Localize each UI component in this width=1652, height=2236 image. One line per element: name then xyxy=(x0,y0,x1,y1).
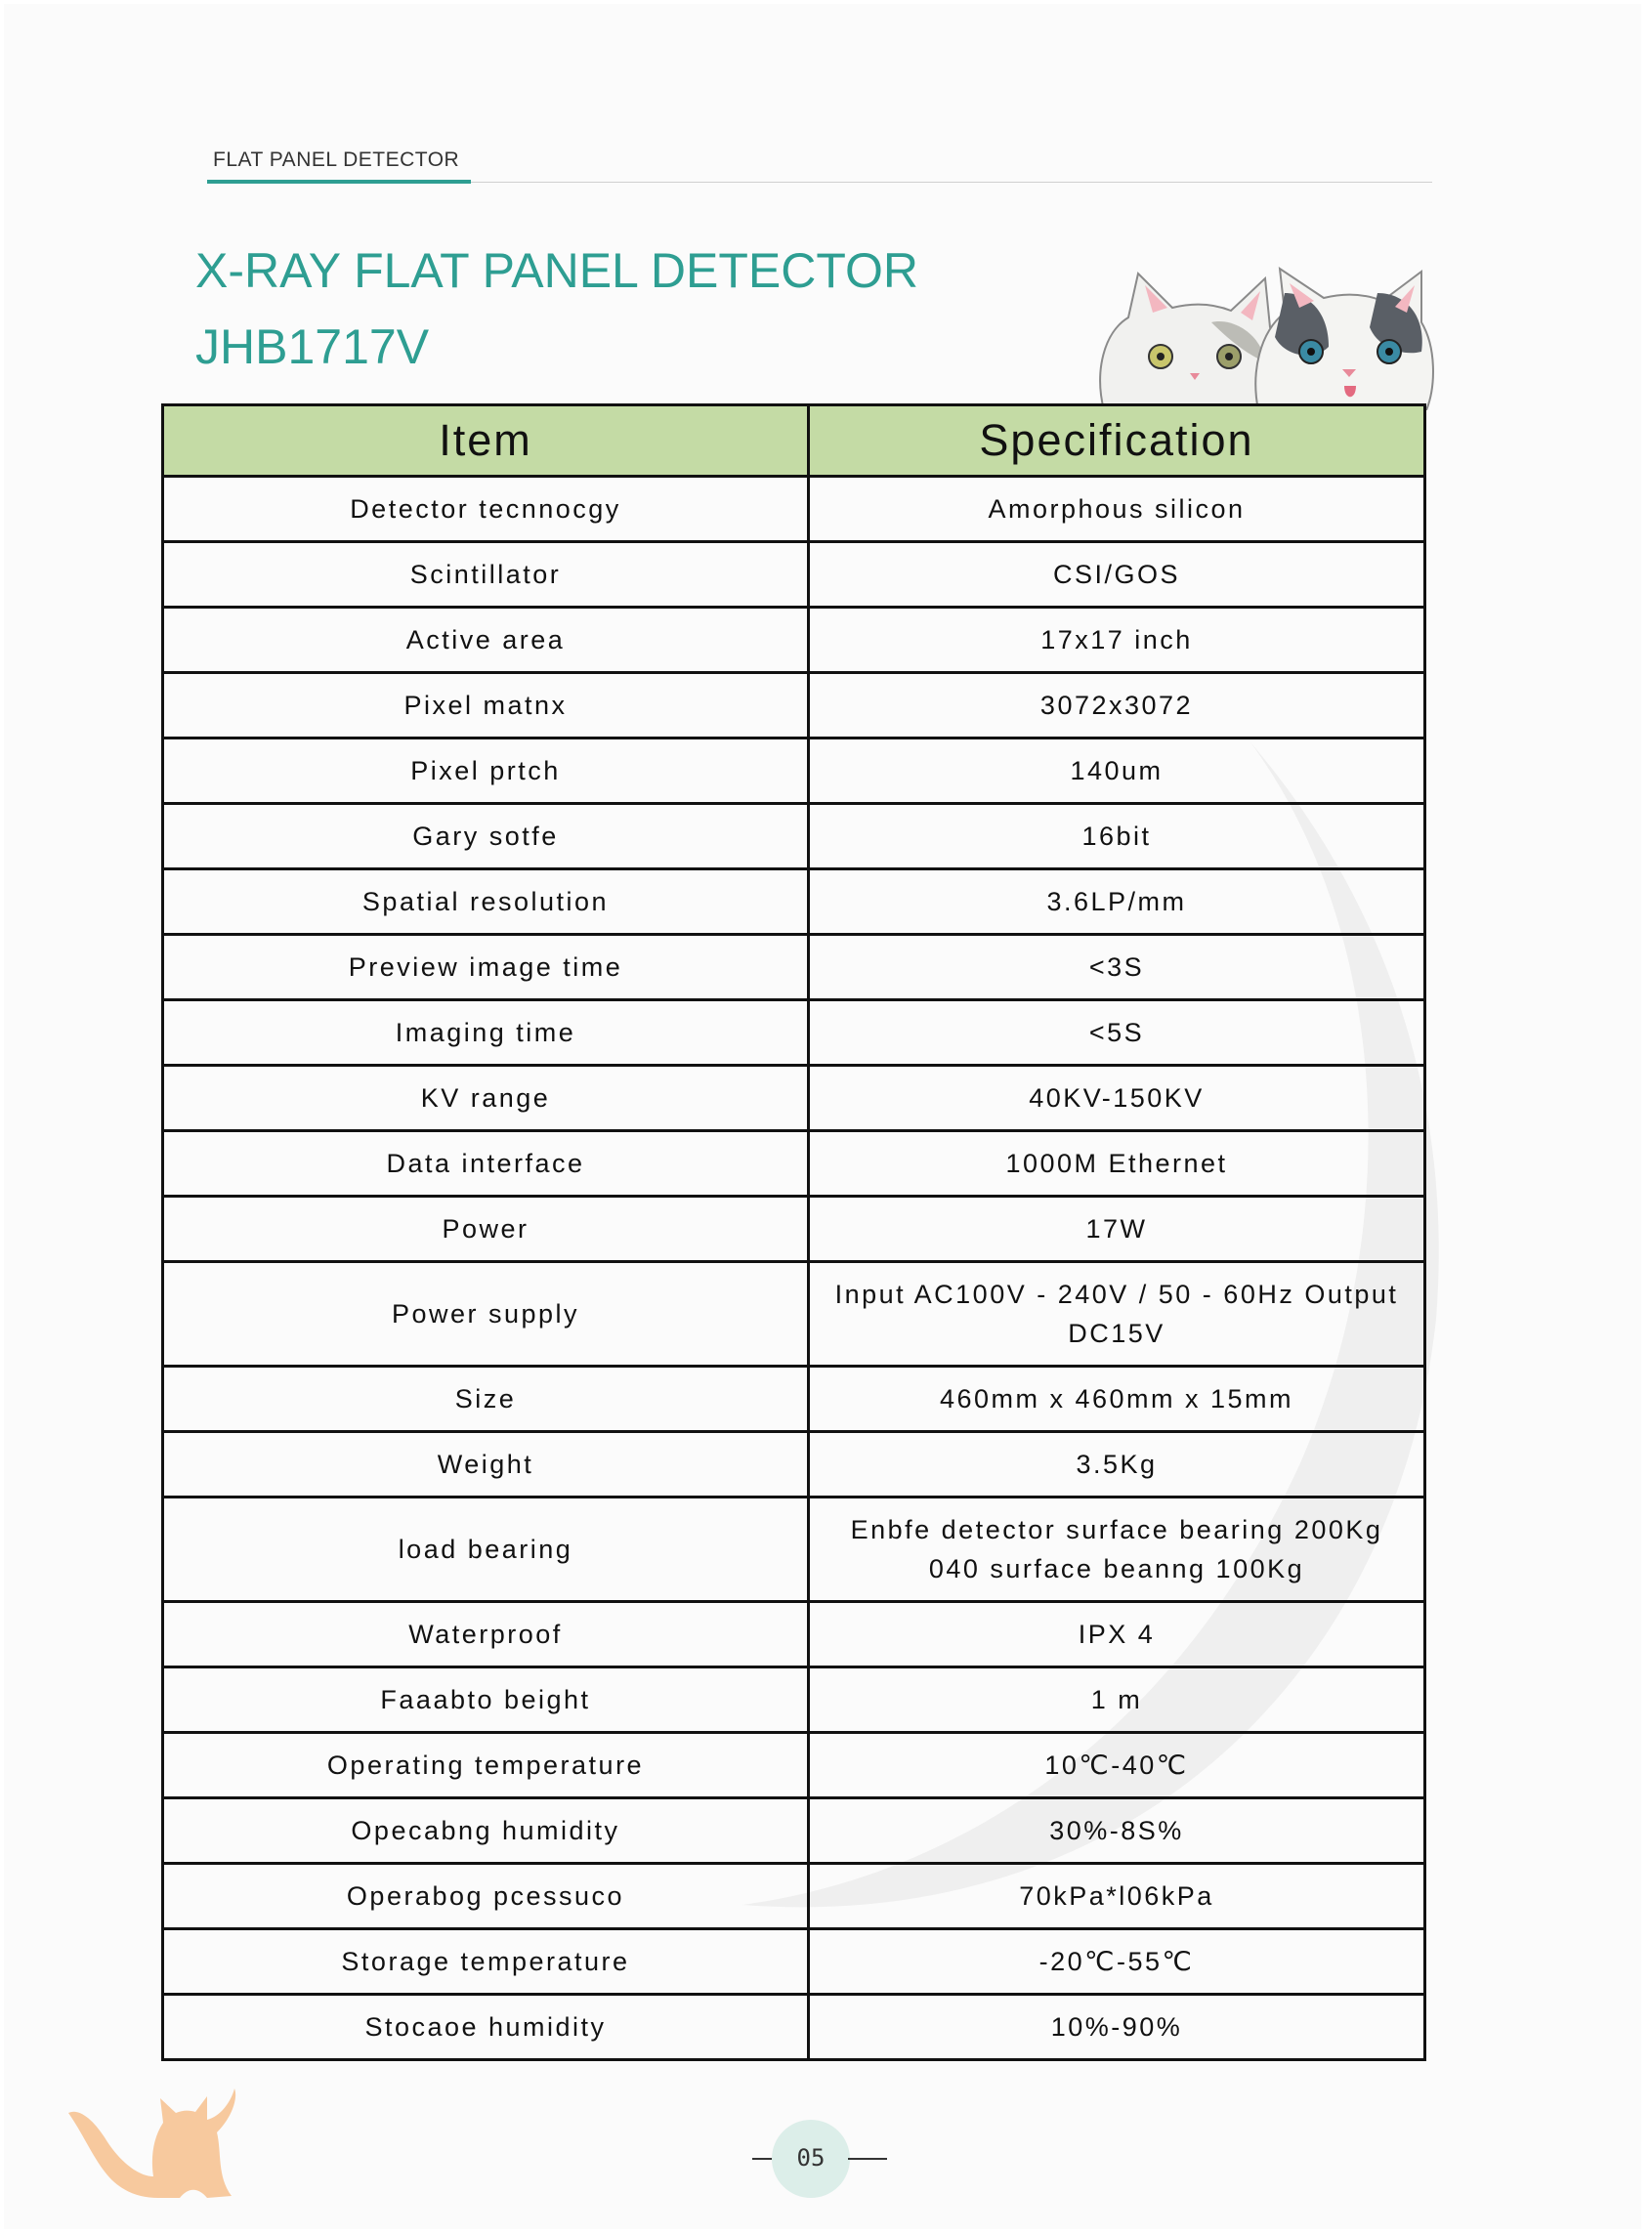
cell-item: Weight xyxy=(163,1432,809,1498)
sitting-cat-silhouette xyxy=(61,2079,241,2206)
cell-item: Power supply xyxy=(163,1262,809,1367)
cell-spec: 17W xyxy=(809,1197,1425,1262)
cell-item: Scintillator xyxy=(163,542,809,608)
cell-item: Size xyxy=(163,1367,809,1432)
section-underline-accent xyxy=(207,180,471,184)
table-row xyxy=(163,1131,1425,1197)
cell-item: Pixel prtch xyxy=(163,738,809,804)
table-row xyxy=(163,608,1425,673)
table-row xyxy=(163,1367,1425,1432)
cell-spec: 70kPa*l06kPa xyxy=(809,1864,1425,1929)
table-header-row xyxy=(163,405,1425,477)
cell-spec: 1000M Ethernet xyxy=(809,1131,1425,1197)
cell-spec: 3.6LP/mm xyxy=(809,869,1425,935)
table-row xyxy=(163,1262,1425,1367)
cell-item: Data interface xyxy=(163,1131,809,1197)
cell-spec: -20℃-55℃ xyxy=(809,1929,1425,1995)
column-header-item: Item xyxy=(163,405,809,477)
table-row xyxy=(163,804,1425,869)
table-row xyxy=(163,1929,1425,1995)
cell-spec: 40KV-150KV xyxy=(809,1066,1425,1131)
table-row xyxy=(163,1798,1425,1864)
table-row xyxy=(163,1733,1425,1798)
table-row xyxy=(163,1995,1425,2060)
table-row xyxy=(163,1066,1425,1131)
cell-item: Power xyxy=(163,1197,809,1262)
cell-item: Storage temperature xyxy=(163,1929,809,1995)
cell-item: Faaabto beight xyxy=(163,1667,809,1733)
table-row xyxy=(163,477,1425,542)
spec-table xyxy=(161,403,1426,2061)
cell-spec: 460mm x 460mm x 15mm xyxy=(809,1367,1425,1432)
cell-item: Gary sotfe xyxy=(163,804,809,869)
cell-spec: 3.5Kg xyxy=(809,1432,1425,1498)
page-number: 05 xyxy=(796,2144,826,2172)
two-kittens-illustration xyxy=(1084,264,1436,410)
table-row xyxy=(163,673,1425,738)
cell-spec: 17x17 inch xyxy=(809,608,1425,673)
cell-spec: Enbfe detector surface bearing 200Kg 040 surface beanng 100Kg xyxy=(809,1498,1425,1602)
table-row xyxy=(163,1667,1425,1733)
table-row xyxy=(163,1197,1425,1262)
section-label: FLAT PANEL DETECTOR xyxy=(213,148,460,171)
page-title: X-RAY FLAT PANEL DETECTOR JHB1717V xyxy=(195,243,918,374)
section-underline-rule xyxy=(471,182,1432,183)
cell-item: Spatial resolution xyxy=(163,869,809,935)
cell-item: Operabog pcessuco xyxy=(163,1864,809,1929)
table-row xyxy=(163,935,1425,1000)
table-row xyxy=(163,1602,1425,1667)
cell-item: Opecabng humidity xyxy=(163,1798,809,1864)
cell-item: Detector tecnnocgy xyxy=(163,477,809,542)
cell-spec: IPX 4 xyxy=(809,1602,1425,1667)
table-row xyxy=(163,1432,1425,1498)
cell-spec: 1 m xyxy=(809,1667,1425,1733)
cell-item: Active area xyxy=(163,608,809,673)
table-row xyxy=(163,738,1425,804)
cell-spec: <3S xyxy=(809,935,1425,1000)
table-row xyxy=(163,1864,1425,1929)
table-row xyxy=(163,869,1425,935)
cell-spec: Input AC100V - 240V / 50 - 60Hz Output DC15V xyxy=(809,1262,1425,1367)
cell-spec: 30%-8S% xyxy=(809,1798,1425,1864)
cell-item: Operating temperature xyxy=(163,1733,809,1798)
cell-item: Preview image time xyxy=(163,935,809,1000)
cell-item: Imaging time xyxy=(163,1000,809,1066)
cell-spec: Amorphous silicon xyxy=(809,477,1425,542)
cell-item: KV range xyxy=(163,1066,809,1131)
table-row xyxy=(163,1000,1425,1066)
table-row xyxy=(163,542,1425,608)
cell-item: Stocaoe humidity xyxy=(163,1995,809,2060)
cell-spec: CSI/GOS xyxy=(809,542,1425,608)
cell-spec: <5S xyxy=(809,1000,1425,1066)
cell-item: Pixel matnx xyxy=(163,673,809,738)
cell-spec: 10℃-40℃ xyxy=(809,1733,1425,1798)
table-row xyxy=(163,1498,1425,1602)
column-header-specification: Specification xyxy=(809,405,1425,477)
cell-spec: 3072x3072 xyxy=(809,673,1425,738)
cell-item: Waterproof xyxy=(163,1602,809,1667)
cell-spec: 16bit xyxy=(809,804,1425,869)
cell-item: load bearing xyxy=(163,1498,809,1602)
cell-spec: 140um xyxy=(809,738,1425,804)
cell-spec: 10%-90% xyxy=(809,1995,1425,2060)
